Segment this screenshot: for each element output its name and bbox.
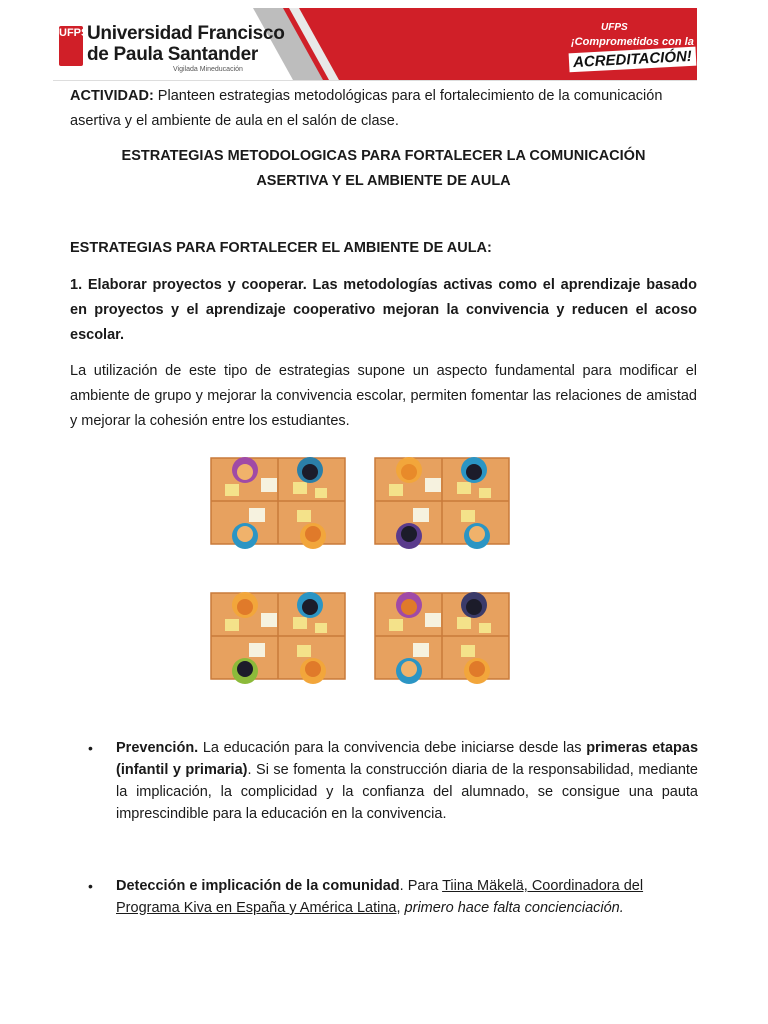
ufps-logo: UFPS <box>59 26 83 66</box>
group-1 <box>211 457 345 549</box>
kiva-coordinator-link[interactable]: Tiina Mäkelä, Coordinadora del Programa Kiva en España y América Latina <box>116 878 644 916</box>
activity-paragraph <box>70 84 697 134</box>
badge-top: UFPS <box>601 22 628 33</box>
bullet-symbol: • <box>88 740 93 756</box>
badge-middle: ¡Comprometidos con la <box>571 36 694 48</box>
bullet-text-b: , <box>396 900 405 916</box>
point-1: 1. Elaborar proyectos y cooperar. Las metodologías activas como el aprendizaje basado en proyectos y el aprendizaje cooperativo mejoran la convivencia y reducen el acoso escolar. <box>70 277 697 343</box>
bullet-text-a: . Para <box>399 878 443 894</box>
bullet-italic: primero hace falta concienciación. <box>404 900 624 916</box>
bullet-text-c: . Si se fomenta la construcción diaria de la responsabilidad, mediante la implicación, la complicidad y la confianza del alumnado, se consigue una pauta imprescindible para la educación en la convivencia. <box>116 762 698 822</box>
bullet-title: Prevención. <box>116 740 199 756</box>
bullet-bold: primeras etapas (infantil y primaria) <box>116 740 699 778</box>
bullet-prevencion-text <box>116 737 698 825</box>
cooperative-groups-illustration <box>205 448 525 698</box>
badge-bottom: ACREDITACIÓN! <box>569 47 697 73</box>
group-3 <box>211 592 345 684</box>
bullet-title: Detección e implicación de la comunidad <box>116 878 400 894</box>
title-line1: ESTRATEGIAS METODOLOGICAS PARA FORTALECER LA COMUNICACIÓN <box>121 148 646 164</box>
paragraph-1: La utilización de este tipo de estrategias supone un aspecto fundamental para modificar el ambiente de grupo y mejorar la convivencia escolar, permiten fomentar las relaciones de amistad y mejorar la cohesión entre los estudiantes. <box>70 363 697 429</box>
document-title <box>70 144 697 194</box>
bullet-deteccion-text <box>116 875 698 919</box>
bullet-prevencion <box>88 737 698 825</box>
title-line2: ASERTIVA Y EL AMBIENTE DE AULA <box>256 173 511 189</box>
section-heading: ESTRATEGIAS PARA FORTALECER EL AMBIENTE DE AULA: <box>70 240 492 256</box>
activity-text: Planteen estrategias metodológicas para el fortalecimiento de la comunicación asertiva y el ambiente de aula en el salón de clase. <box>70 88 663 129</box>
bullet-text-a: La educación para la convivencia debe iniciarse desde las <box>198 740 587 756</box>
university-name-line1: Universidad Francisco <box>87 23 285 44</box>
group-2 <box>375 457 509 549</box>
group-4 <box>375 592 509 684</box>
bullet-deteccion <box>88 875 698 919</box>
university-name-line2: de Paula Santander <box>87 44 258 65</box>
header-banner <box>53 8 697 81</box>
university-subtitle: Vigilada Mineducación <box>173 66 243 73</box>
bullet-symbol: • <box>88 878 93 894</box>
activity-label: ACTIVIDAD: <box>70 88 154 104</box>
